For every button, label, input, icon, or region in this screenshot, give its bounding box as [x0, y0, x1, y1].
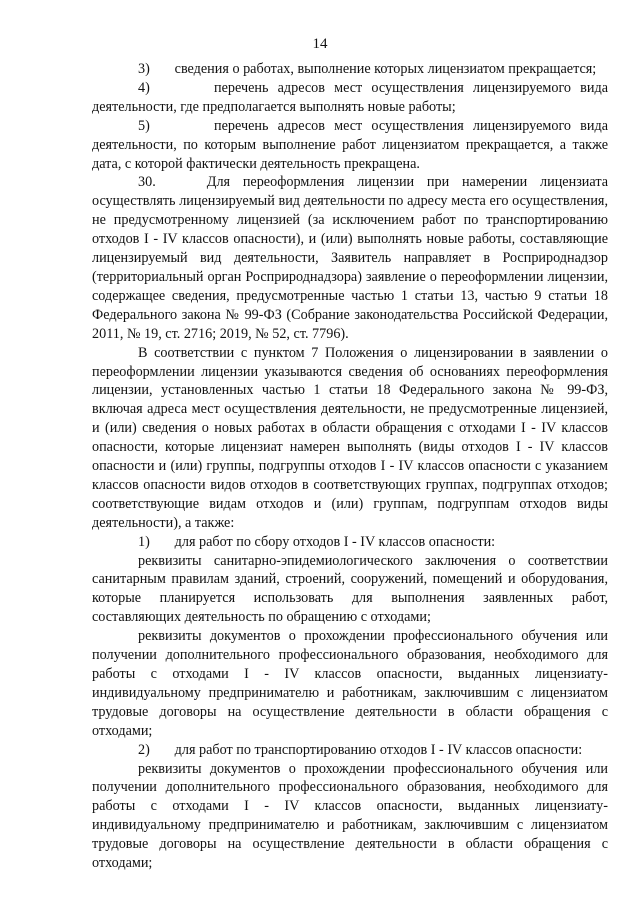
paragraph-training-documents-transport: реквизиты документов о прохождении профессионального обучения или получении дополнительного профессионального образования, необходимого для работы с отходами I - IV классов опасности, выданных лицензиату-индивидуальному предпринимателю и работникам, заключившим с лицензиатом трудовые договоры на осуществление деятельности в области обращения с отходами;: [92, 760, 608, 872]
paragraph-training-documents: реквизиты документов о прохождении профессионального обучения или получении дополнительного профессионального образования, необходимого для работы с отходами I - IV классов опасности, выданных лицензиату-индивидуальному предпринимателю и работникам, заключившим с лицензиатом трудовые договоры на осуществление деятельности в области обращения с отходами;: [92, 628, 608, 739]
paragraph-subitem-2: 2) для работ по транспортированию отходов I - IV классов опасности:: [138, 741, 583, 758]
document-body: [92, 60, 608, 873]
paragraph-application-details: В соответствии с пунктом 7 Положения о лицензировании в заявлении о переоформлении лицензии указываются сведения об основаниях переоформления лицензии, установленных частью 1 статьи 18 Федерального закона № 99-ФЗ, включая адреса мест осуществления деятельности, не предусмотренные лицензией, и (или) сведения о новых работах в области обращения с отходами I - IV классов опасности, которые лицензиат намерен выполнять (виды отходов I - IV классов опасности и (или) группы, подгруппы отходов I - IV классов опасности с указанием классов опасности видов отходов в соответствующих группах, подгруппах отходов; соответствующие видам отходов и (или) группам, подгруппам отходов виды деятельности), а также:: [92, 344, 608, 531]
paragraph-item-5: 5) перечень адресов мест осуществления лицензируемого вида деятельности, по которым выполнение работ лицензиатом прекращается, а также дата, с которой фактически деятельность прекращена.: [92, 117, 608, 172]
paragraph-clause-30: 30. Для переоформления лицензии при намерении лицензиата осуществлять лицензируемый вид деятельности по адресу места его осуществления, не предусмотренному лицензией (за исключением работ по транспортированию отходов I - IV классов опасности), и (или) выполнять новые работы, составляющие лицензируемый вид деятельности, Заявитель направляет в Росприроднадзор (территориальный орган Росприроднадзора) заявление о переоформлении лицензии, содержащее сведения, предусмотренные частью 1 статьи 13, частью 9 статьи 18 Федерального закона № 99-ФЗ (Собрание законодательства Российской Федерации, 2011, № 19, ст. 2716; 2019, № 52, ст. 7796).: [92, 174, 608, 342]
page-number: 14: [312, 36, 328, 52]
paragraph-subitem-1: 1) для работ по сбору отходов I - IV классов опасности:: [138, 533, 496, 550]
paragraph-item-3: 3) сведения о работах, выполнение которых лицензиатом прекращается;: [138, 61, 597, 77]
paragraph-sanitary-conclusion: реквизиты санитарно-эпидемиологического заключения о соответствии санитарным правилам зданий, строений, сооружений, помещений и оборудования, которые планируется использовать для выполнения заявленных работ, составляющих деятельность по обращению с отходами;: [92, 552, 608, 626]
paragraph-item-4: 4) перечень адресов мест осуществления лицензируемого вида деятельности, где предполагается выполнять новые работы;: [92, 79, 608, 115]
